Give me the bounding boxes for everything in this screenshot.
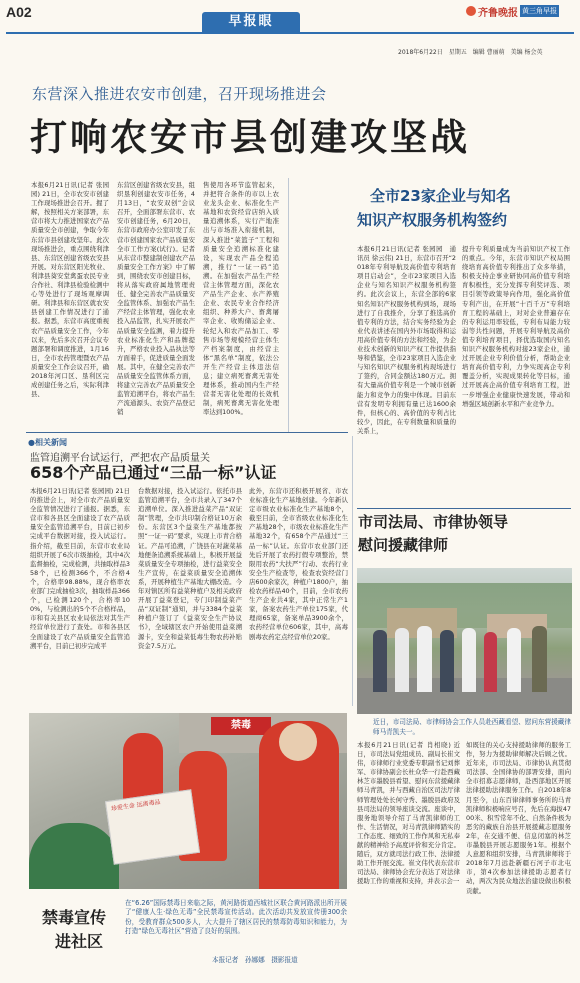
person-figure (532, 626, 547, 692)
brand-logo (466, 4, 559, 18)
tibet-photo (357, 568, 572, 714)
tibet-body-col2: 如既往的关心支持援助律师的服务工作，努力为援助律师解决后顾之忧。近年来，市司法局、市律协认真贯彻司法部、全国律协的部署安排，面向全市招募志愿律师，赴西部地区开展法律援助法律服务工作。自2018年8月至今，山东百律律师事务所的马青凯律师积极响应号召，先后在海拔4700米、积雪常年不化、自然条件极为恶劣的藏族自治县开展援藏志愿服务2年，在交通不便、信息闭塞的林芝市墨脱县开展志愿服务1年。根据个人意愿和组织安排，马青凯律师将于2018年7月远赴新疆石河子市北屯市，第4次参加法律援助志愿者行动，两次为民众地法治建设做出积极贡献。 (466, 741, 571, 895)
related-headline: 658个产品已通过“三品一标”认证 (30, 463, 277, 482)
related-body-col2: 台数据对接，投入试运行。依托市县监管追溯平台，全市共录入了347个追溯单位。深入推进益菜产品“双证制”管理，全市共印制合格证10万余份。东营区3个益菜生产基地都按照“一证一码”要求，实现上市青合格证。产品可追溯，广饶县在对蔬菜基地便条追溯系统基础上，积极开展益菜质量安全专项抽检，进行益菜安全生产宣传，在益菜质量安全追溯体系，开展种植生产基地大棚改造。今年对镇区所有益菜种植户及相关政府开展了益菜登记，专门印制益菜产品“双证制”通知，并与3384个益菜种植户签订了《益菜安全生产协议书》，全域辖区农户开始使用益菜溯源卡，安全和益菜低毒生物农药补贴资金7.5万元。 (138, 487, 242, 650)
antidrug-label-line1: 禁毒宣传 (42, 908, 107, 927)
page-number: A02 (6, 4, 32, 20)
tibet-headline-line2: 慰问援藏律师 (358, 536, 449, 554)
lead-body-col1: 本报6月21日讯(记者 张园园) 21日，全市农安市创建工作现场推进会召开。握了解，按照相关方案部署，东营市将大力推进国家农产品质量安全市创建，争取今年东营市县创建攻坚年。此次现场推进会，重点围绕利津县、东营区创建省级农安县开展。对东营区阳光牧业、利津县葵安堂禽蛋农民专业合作社、利津县检验检测中心等处进行了现场观摩调研。利津县和东营区就农安县创建工作情况进行了通报。据悉，东营市高度重视农产品质量安全工作，今年以来，先后多次召开会议专题部署和调度推进，1月16日，全市农药管理暨农产品质量安全工作会议召开，确2018年河口区、垦利区完成创建任务之后，实际利津县、 (31, 181, 109, 399)
person-figure (484, 632, 497, 692)
tibet-rule (357, 508, 571, 509)
person-figure (507, 628, 521, 692)
person-figure (440, 630, 454, 692)
person-figure (417, 626, 432, 692)
column-divider (288, 178, 289, 432)
person-figure (373, 630, 387, 692)
tibet-headline-line1: 市司法局、市律协领导 (358, 513, 509, 531)
lead-kicker: 东营深入推进农安市创建，召开现场推进会 (32, 85, 327, 103)
ipr-body-col2: 提升专利质量成为当前知识产权工作的重点。今年，东营市知识产权局围绕培育高价值专利推出了众多举措，积极支持企事业研协同高价值专利培育积极性，充分发挥专利奖评选、项目引领等政策导向作用，强化高价值专利产出，在开展“十百千万”专利培育工程的基础上，对对企业普遍存在的专利运用率较低，专利布局能力较弱等共性问题，开展专利导航及高价值专利培育项目，择优选取国内知名知识产权服务机构对接23家企业，通过开展企业专利价值分析，帮助企业培育高价值专利，力争实现高企专利覆盖分析，实现成果转化等目标，通过开展高企高价值专利培育工程，进一步增强企业健康快速发展，带动和增强区域创新水平和产业竞争力。 (462, 245, 570, 408)
ipr-headline-line1: 全市23家企业与知名 (370, 187, 511, 205)
banner: 禁毒 (211, 717, 271, 735)
header-rule (6, 32, 574, 34)
column-divider (352, 436, 353, 706)
brand-name: 齐鲁晚报 (478, 7, 518, 19)
related-rule (26, 432, 348, 433)
dateline: 2018年6月22日 星期五 编辑 曹丽萌 美编 杨会英 (398, 49, 543, 56)
section-title: 早报眼 (228, 14, 274, 29)
ipr-headline-line2: 知识产权服务机构签约 (357, 211, 508, 229)
ipr-body-col1: 本报6月21日讯(记者 张园园 通讯员 徐云伟) 21日，东营市召开“2018年专利导航及高价值专利培育项目启动会”，全市23家项目入选企业与知名知识产权服务机构签约。此次会议上，东营全部的6家知名知识产权服务机构到场，现场进行了自我推介，分享了推选高价值专利的方法，结合实务经验为企业代表讲述在国内外市场取得和运用高价值专利的方法和经验，为企业技术创新的知识产权工作提供指导和借鉴，全市23家项目入选企业与知名知识产权服务机构现场进行了签约，合同金额达180万元。拥有大量高价值专利是一个城市创新能力和竞争力的集中体现。目前东营有发明专利拥有量已达1600余件，但核心的、高价值的专利占比较少，因此，在专利数量和质量的关系上， (357, 245, 456, 435)
person-figure (29, 823, 119, 889)
antidrug-caption: 在“6.26”国际禁毒日来临之际，黄河路街道西城社区联合黄河路派出所开展了“健康人生·绿色无毒”全民禁毒宣传活动。此次活动共发放宣传册300余份，受教育群众500多人，大大提升了辖区居民的禁毒防毒知识和能力，为打造“绿色无毒社区”营造了良好的氛围。 (125, 899, 347, 935)
antidrug-label-line2: 进社区 (55, 932, 104, 951)
related-body-col1: 本报6月21日讯(记者 张园园) 21日的推进会上，对全市农产品质量安全监管情况进行了通报。据悉，东营市和各县区全面建设了农产品质量安全监管追溯平台，目前已初步完成平台数据对接，投入试运行。指介绍，截至目前，东营市农业局组织开展了6次市级抽检，其中4次监督抽检，完成检测，共抽取样品358个，已检测366个，不合格4个，合格率98.88%，现合格率农业部门完成抽检3次，抽取样品366个，已检测120个，合格率100%，与检测出的5个不合格样品，市和有关县区农业局依法对其生产经营单位进行了查处。市和各县区全面建设了农产品质量安全监管追溯平台，目前已初步完成平 (30, 487, 130, 650)
lead-body-col3: 售使用各环节监管起来，并把符合条件的市以上农业龙头企业、标准化生产基地和农资经营店纳入质量追溯体系，实行产地准出与市场准入衔接机制，深入推进“菜篮子”工程和质量安全追溯标准化建设，实现农产品全程追溯，推行“一证一码”追溯。在加强农产品生产经营主体管理方面，深化农产品生产企业、水产养殖企业、农民专业合作经济组织、种养大户、畜禽屠宰企业、收购储运企业、轮纪入和农产品加工、零售市场等规模经营主体生产档案制度，由经营主体“黑名单”制度，依法公开生产经营主体违法信息；建立病死畜禽无害处理体系，推动国内生产经营者无害化处理的长效机制，病死畜禽无害化处理率达到100%。 (203, 181, 279, 417)
poster-title: 珍爱生命 远离毒品 (110, 798, 162, 813)
brand-sub: 黄三角早报 (522, 7, 557, 15)
related-label: ●相关新闻 (28, 438, 67, 447)
person-figure (395, 628, 409, 692)
tibet-body-col1: 本报6月21日讯(记者 肖相晓) 近日，市司法局党组成员、副局长崔文伟，市律师行业党委专职副书记刘葬军、市律协副会长杜众华一行赴西藏林芝市墨脱县看望、慰问东营援藏律师马青凯，并与西藏自治区司法厅律师管理处处长何守秀、墨脱县政府及县司法局的领导座谈交流。座谈中，服务地领导介绍了马青凯律师的工作、生活情况，对马青凯律师踏实的工作态度、细致的工作作风和无私奉献的精神给予高度评价和充分肯定。随后，双方就司法行政工作、法律援助工作开展交流。崔文伟代表东营市司法局、律师协会充分表达了对法律援助工作的重视和支持，并表示会一 (357, 741, 460, 886)
lead-body-col2: 东营区创建省级农安县，组织垦利创建农安市任务，4月13日，“农安双创”会议召开，全面部署东营市、农安市创建任务，6月20日，东营市政府办公室印发了东营市创建国家农产品质量安全市工作方案(试行)。记者从东营市整建制创建农产品质量安全工作方案》中了解到，围绕农安市创建目标，将从落实政府属地管理责任、健全完善农产品质量安全监管体系、加强农产品生产经营主体管理，强化农业投入品监管，扎实开展农产品质量安全监测，着力提升农业标准化生产和品牌提升，严格农业投入品执法等方面着手，促进质量全面发展。其中，在健全完善农产品质量安全监管体系方面，将建立完善农产品质量安全监管追溯平台，将农产品生产流通源头、农资产品登记销 (117, 181, 195, 417)
brand-icon (466, 6, 476, 16)
antidrug-photo (29, 713, 347, 889)
related-body-col3: 此外，东营市还积极开展省、市农业标准化生产基地创建。今年新认定市级农业标准化生产基地8个，截至目前，全市省级农业标准化生产基地28个，市级农业标准化生产基地32个，有658个产品通过“三品一标”认证。东营市农业部门还先后开展了农药打假专项整治，禁限用农药“大扶严”行动、农药行业安全生产检查等，检查农资经营门店600余家次，种植户1800户，抽检农药样品40个，目前，全市农药生产企业共4家，其中正常生产1家，备案农药生产单位175家，代理商65家，备案单品3900余个，农药经营单位606家，其中，高毒剧毒农药定点经营单位20家。 (249, 487, 348, 641)
lead-headline: 打响农安市县创建攻坚战 (30, 115, 470, 159)
antidrug-byline: 本报记者 孙娜娜 摄影报道 (212, 956, 298, 964)
poster (105, 789, 200, 864)
tibet-photo-caption: 近日，市司法局、市律师协会工作人员赴西藏看望、慰问东营援藏律师马青凯夫一。 (373, 718, 571, 736)
related-kicker: 监管追溯平台试运行，严把农产品质量关 (30, 453, 210, 464)
person-figure (462, 628, 476, 692)
